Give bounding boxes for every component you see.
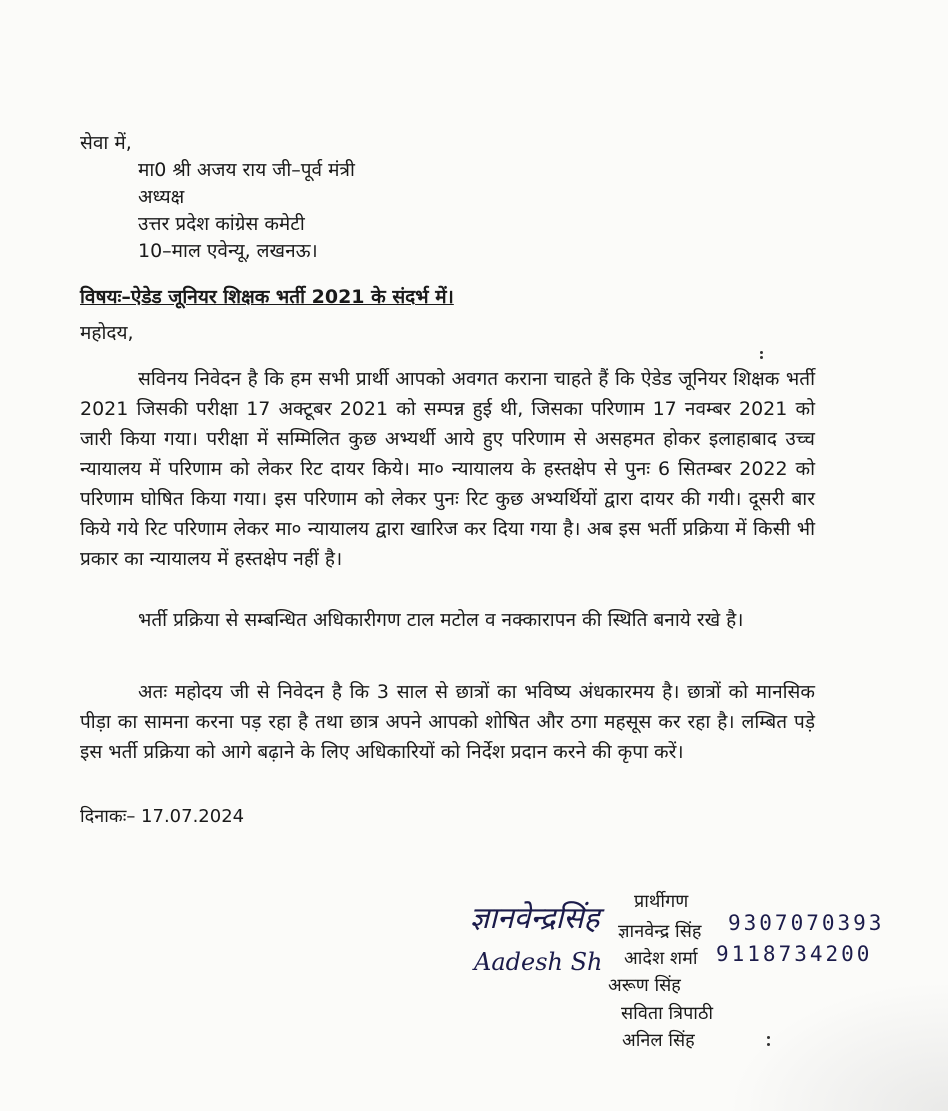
signatory-name-3: अरूण सिंह bbox=[608, 975, 681, 996]
signatory-phone-1: 9307070393 bbox=[728, 911, 885, 935]
signatory-name-1: ज्ञानवेन्द्र सिंह bbox=[618, 921, 702, 942]
signatory-name-2: आदेश शर्मा bbox=[624, 948, 698, 969]
paragraph-1 bbox=[80, 364, 815, 574]
paragraph-3-text: अतः महोदय जी से निवेदन है कि 3 साल से छात्रों का भविष्य अंधकारमय है। छात्रों को मानसिक पीड़ा का सामना करना पड़ रहा है तथा छात्र अपने आपको शोषित और ठगा महसूस कर रहा है। लम्बित पड़े इस भर्ती प्रक्रिया को आगे बढ़ाने के लिए अधिकारियों को निर्देश प्रदान करने की कृपा करें। bbox=[80, 681, 815, 763]
signatory-phone-2: 9118734200 bbox=[716, 942, 873, 966]
addressee-name: मा0 श्री अजय राय जी–पूर्व मंत्री bbox=[138, 159, 355, 181]
signatory-name-4: सविता त्रिपाठी bbox=[621, 1003, 714, 1024]
date-line: दिनाकः– 17.07.2024 bbox=[80, 806, 245, 827]
addressee-title: अध्यक्ष bbox=[138, 186, 185, 208]
greeting: महोदय, bbox=[80, 322, 134, 344]
addressee-org: उत्तर प्रदेश कांग्रेस कमेटी bbox=[138, 213, 305, 235]
paragraph-2-text: भर्ती प्रक्रिया से सम्बन्धित अधिकारीगण टाल मटोल व नक्कारापन की स्थिति बनाये रखे है। bbox=[138, 609, 744, 631]
paragraph-2 bbox=[80, 605, 815, 635]
speck-mark bbox=[760, 356, 763, 359]
paragraph-1-text: सविनय निवेदन है कि हम सभी प्रार्थी आपको अवगत कराना चाहते हैं कि ऐडेड जूनियर शिक्षक भर्ती 2021 जिसकी परीक्षा 17 अक्टूबर 2021 को सम्पन्न हुई थी, जिसका परिणाम 17 नवम्बर 2021 को जारी किया गया। परीक्षा में सम्मिलित कुछ अभ्यर्थी आये हुए परिणाम से असहमत होकर इलाहाबाद उच्च न्यायालय में परिणाम को लेकर रिट दायर किये। मा० न्यायालय के हस्तक्षेप से पुनः 6 सितम्बर 2022 को परिणाम घोषित किया गया। इस परिणाम को लेकर पुनः रिट कुछ अभ्यर्थियों द्वारा दायर की गयी। दूसरी बार किये गये रिट परिणाम लेकर मा० न्यायालय द्वारा खारिज कर दिया गया है। अब इस भर्ती प्रक्रिया में किसी भी प्रकार का न्यायालय में हस्तक्षेप नहीं है। bbox=[80, 368, 815, 570]
handwritten-signature-1: ज्ञानवेन्द्रसिंह bbox=[470, 901, 600, 936]
speck-mark bbox=[767, 1043, 770, 1046]
addressee-address: 10–माल एवेन्यू, लखनऊ। bbox=[138, 240, 318, 262]
subject-line: विषयः–ऐडेड जूनियर शिक्षक भर्ती 2021 के संदर्भ में। bbox=[80, 286, 454, 308]
handwritten-signature-2: Aadesh Sh bbox=[474, 948, 603, 976]
speck-mark bbox=[767, 1036, 770, 1039]
salutation-to: सेवा में, bbox=[80, 132, 132, 154]
page-shadow bbox=[728, 981, 948, 1111]
speck-mark bbox=[760, 351, 763, 354]
signatory-name-5: अनिल सिंह bbox=[622, 1030, 695, 1051]
signatories-heading: प्रार्थीगण bbox=[634, 891, 689, 912]
paragraph-3 bbox=[80, 677, 815, 767]
